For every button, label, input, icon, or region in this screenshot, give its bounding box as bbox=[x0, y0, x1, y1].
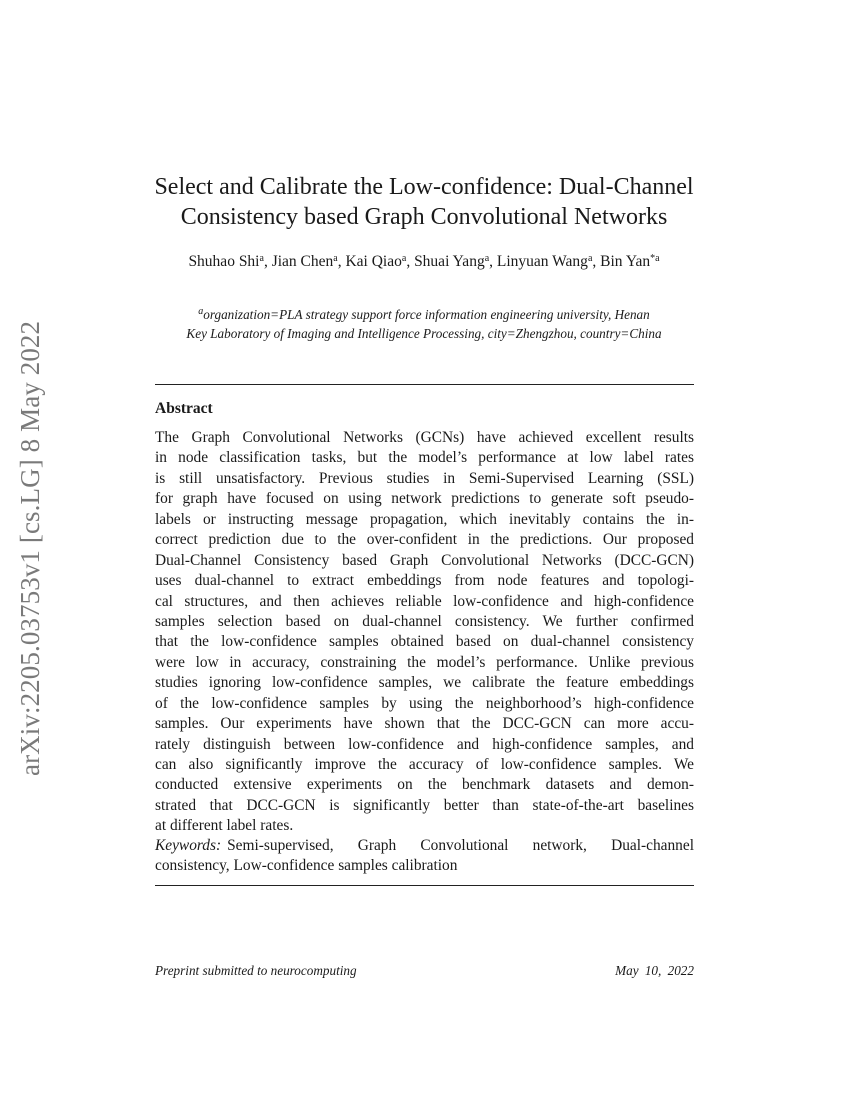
keywords bbox=[155, 836, 694, 877]
author: Shuai Yang$^a$, bbox=[414, 253, 497, 270]
abstract-line: samples. Our experiments have shown that the DCC-GCN can more accu- bbox=[155, 715, 694, 733]
author: Kai Qiao$^a$, bbox=[345, 253, 415, 270]
title-line-1: Select and Calibrate the Low-confidence: Dual-Channel bbox=[154, 174, 694, 200]
keywords-line-2: consistency, Low-confidence samples calibration bbox=[155, 857, 458, 875]
author: Linyuan Wang$^a$, bbox=[496, 253, 601, 270]
author: Shuhao Shi$^a$, bbox=[188, 253, 272, 270]
section-divider-bottom bbox=[155, 885, 694, 886]
paper-title bbox=[140, 172, 708, 232]
affiliation-line-1: $^a$organization=PLA strategy support force information engineering university, Henan bbox=[198, 306, 650, 322]
abstract-line: in node classification tasks, but the model’s performance at low label rates bbox=[155, 449, 694, 467]
abstract-line: that the low-confidence samples obtained based on dual-channel consistency bbox=[155, 633, 694, 651]
abstract-line: rately distinguish between low-confidence and high-confidence samples, and bbox=[155, 735, 694, 753]
abstract-line: of the low-confidence samples by using the neighborhood’s high-confidence bbox=[155, 694, 694, 712]
submission-date: May 10, 2022 bbox=[615, 963, 694, 978]
abstract-line: Dual-Channel Consistency based Graph Convolutional Networks (DCC-GCN) bbox=[155, 551, 694, 569]
abstract-line: strated that DCC-GCN is significantly better than state-of-the-art baselines bbox=[155, 796, 694, 814]
abstract-line: studies ignoring low-confidence samples, we calibrate the feature embeddings bbox=[155, 674, 694, 692]
abstract-line: is still unsatisfactory. Previous studies in Semi-Supervised Learning (SSL) bbox=[155, 469, 694, 487]
abstract-line: were low in accuracy, constraining the model’s performance. Unlike previous bbox=[155, 653, 694, 671]
keywords-label: Keywords: bbox=[155, 837, 222, 854]
title-line-2: Consistency based Graph Convolutional Networks bbox=[180, 204, 668, 230]
keywords-line-1: Keywords: Semi-supervised, Graph Convolutional network, Dual-channel bbox=[155, 837, 694, 854]
abstract-line: uses dual-channel to extract embeddings from node features and topologi- bbox=[155, 572, 694, 590]
abstract-line: labels or instructing message propagation, which inevitably contains the in- bbox=[155, 510, 694, 528]
arxiv-identifier-stamp: arXiv:2205.03753v1 [cs.LG] 8 May 2022 bbox=[15, 320, 45, 776]
abstract-line: correct prediction due to the over-confident in the predictions. Our proposed bbox=[155, 531, 694, 549]
author: Jian Chen$^a$, bbox=[271, 253, 346, 270]
abstract-line: at different label rates. bbox=[155, 817, 294, 835]
affiliation bbox=[150, 305, 698, 343]
abstract-line: can also significantly improve the accuracy of low-confidence samples. We bbox=[155, 756, 694, 773]
abstract-heading: Abstract bbox=[155, 400, 213, 417]
abstract-line: samples selection based on dual-channel consistency. We further confirmed bbox=[155, 612, 694, 630]
abstract-line: The Graph Convolutional Networks (GCNs) have achieved excellent results bbox=[155, 429, 694, 446]
section-divider-top bbox=[155, 384, 694, 385]
affiliation-line-2: Key Laboratory of Imaging and Intelligence Processing, city=Zhengzhou, country=China bbox=[186, 326, 662, 341]
author-list bbox=[160, 252, 688, 271]
abstract-body bbox=[155, 428, 694, 837]
preprint-note: Preprint submitted to neurocomputing bbox=[155, 963, 357, 978]
author: Bin Yan$^{*a}$ bbox=[600, 253, 660, 270]
abstract-line: cal structures, and then achieves reliable low-confidence and high-confidence bbox=[155, 592, 694, 610]
abstract-line: for graph have focused on using network predictions to generate soft pseudo- bbox=[155, 490, 694, 508]
abstract-line: conducted extensive experiments on the benchmark datasets and demon- bbox=[155, 776, 694, 794]
